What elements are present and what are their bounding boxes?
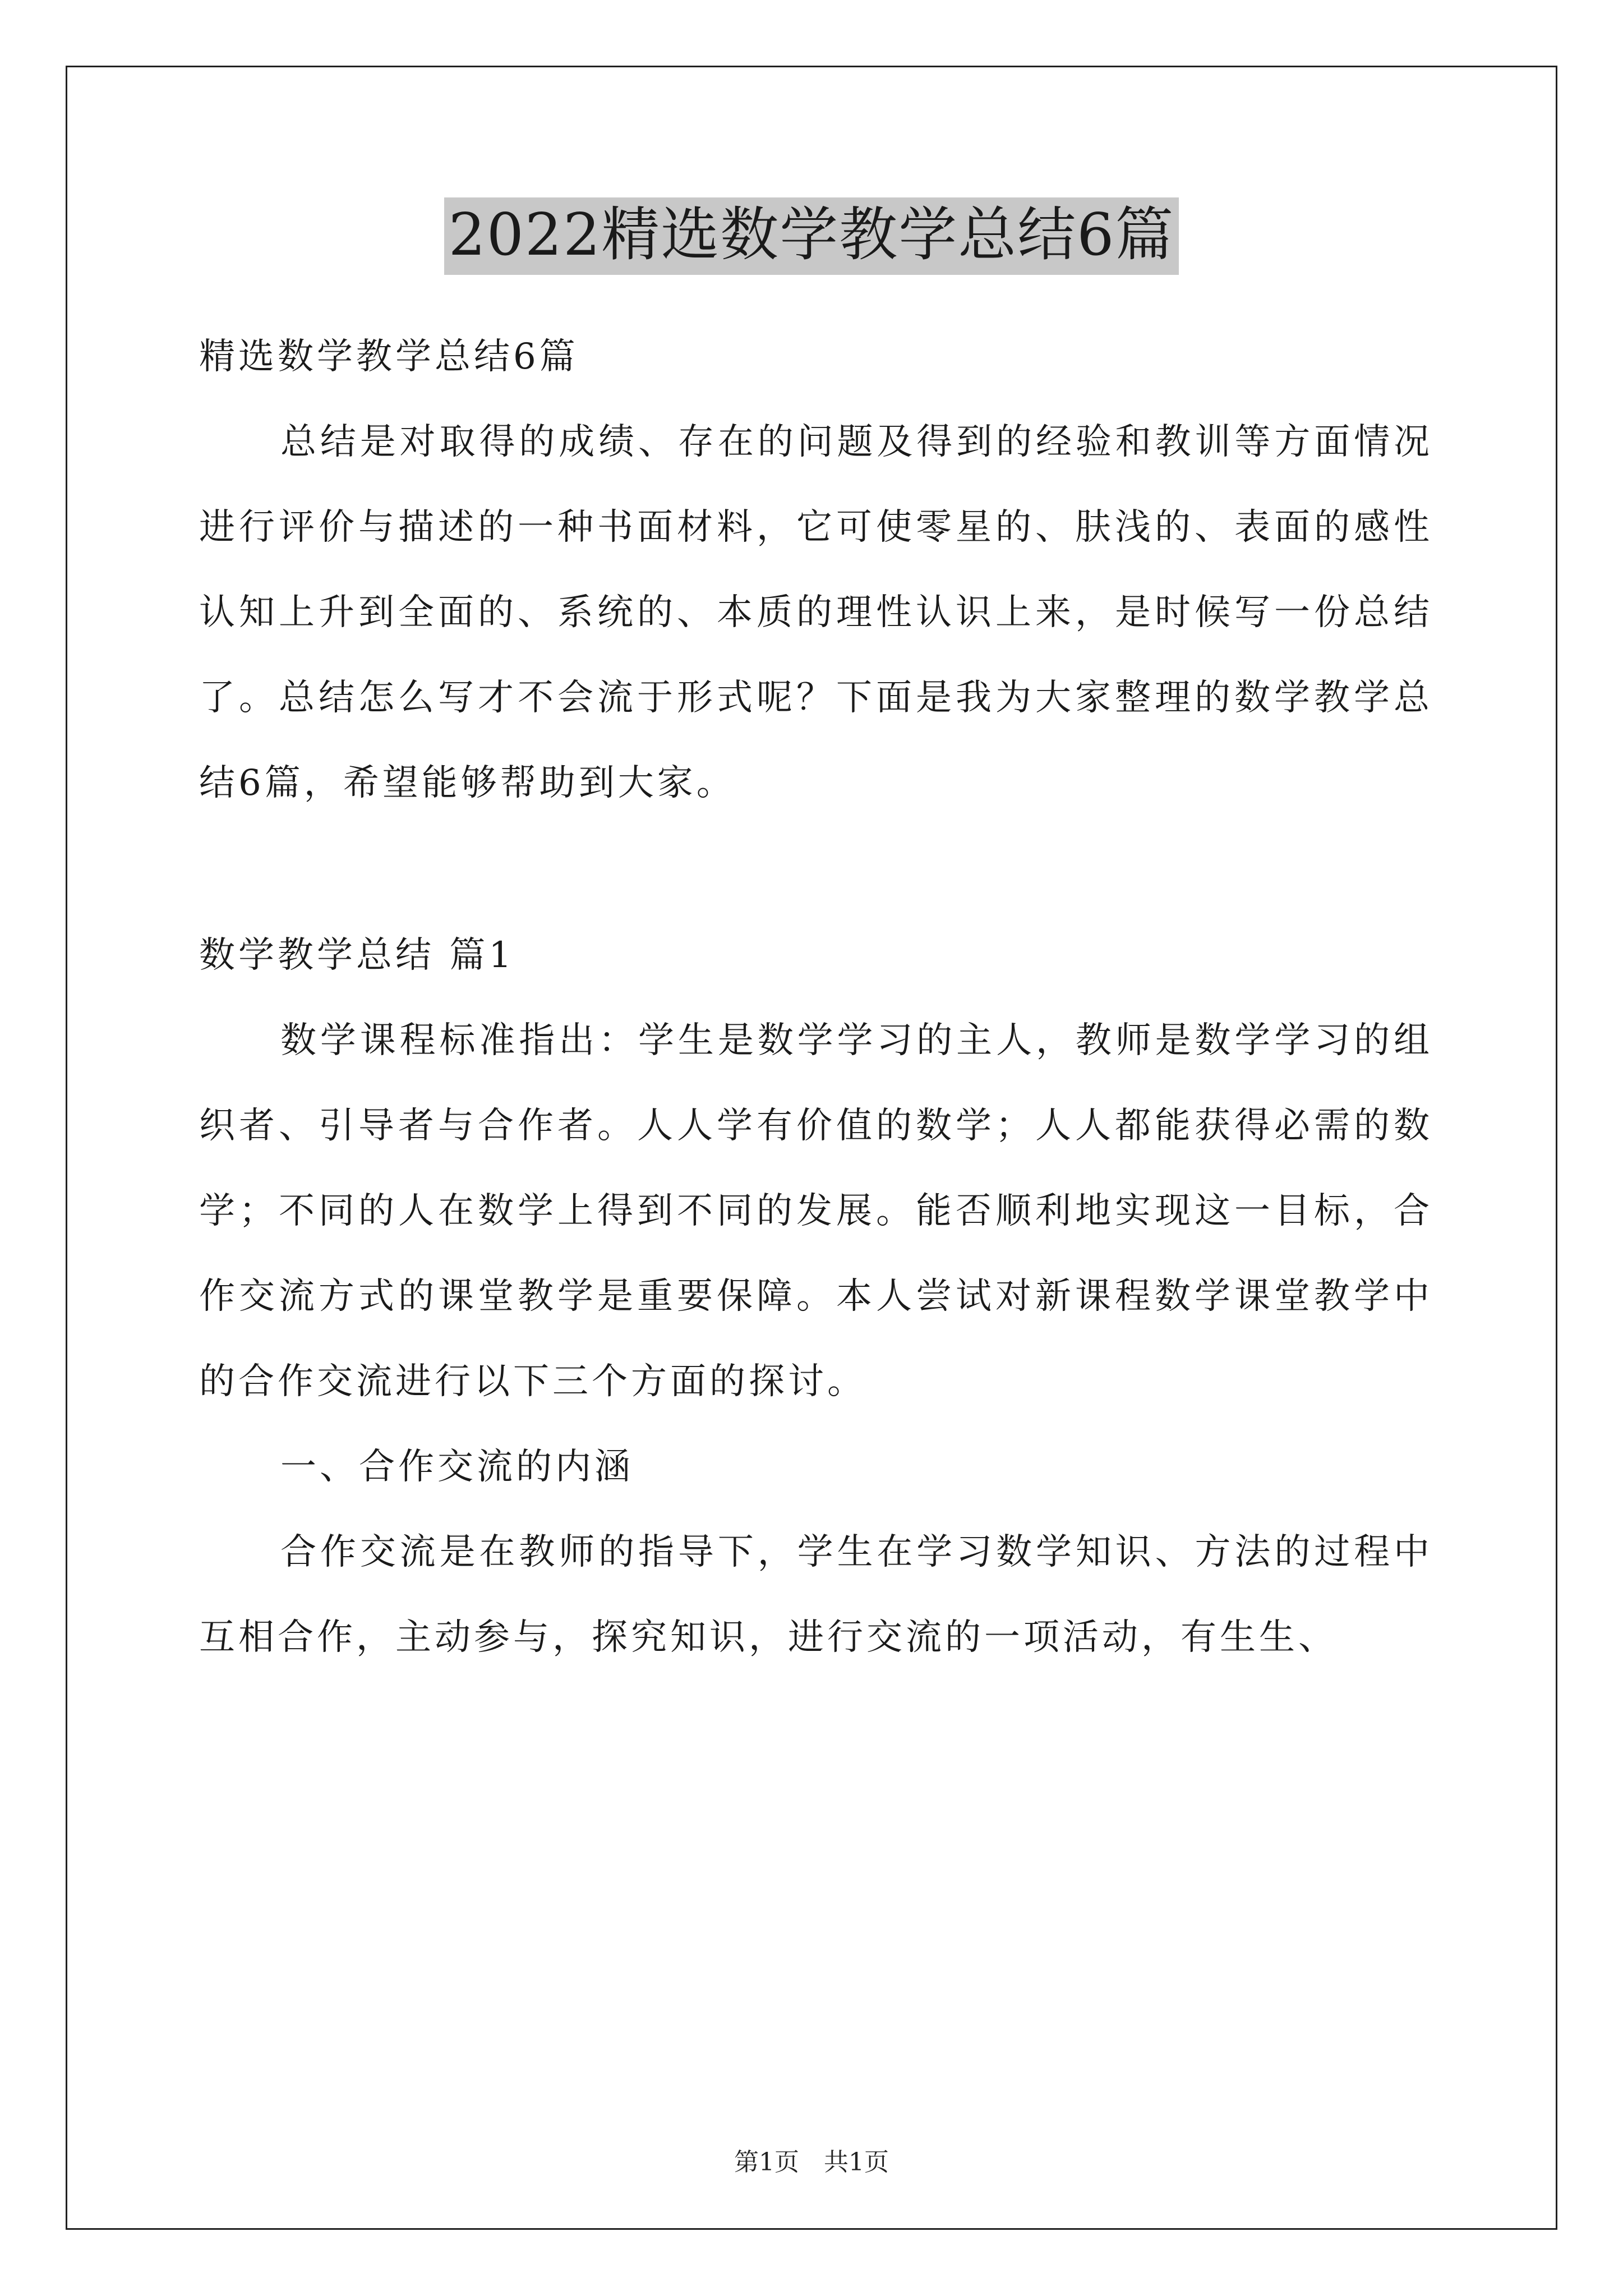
page-footer: 第1页 共1页 (734, 2148, 889, 2177)
section-subheading: 一、合作交流的内涵 (280, 1446, 634, 1488)
section-heading: 数学教学总结 篇1 (199, 935, 515, 976)
section-gap (199, 826, 1433, 913)
section-paragraph: 合作交流是在教师的指导下，学生在学习数学知识、方法的过程中互相合作，主动参与，探究知识，进行交流的一项活动，有生生、 (199, 1531, 1433, 1658)
intro-paragraph: 总结是对取得的成绩、存在的问题及得到的经验和教训等方面情况进行评价与描述的一种书面材料，它可使零星的、肤浅的、表面的感性认知上升到全面的、系统的、本质的理性认识上来，是时候写一份总结了。总结怎么写才不会流于形式呢？下面是我为大家整理的数学教学总结6篇，希望能够帮助到大家。 (199, 421, 1433, 804)
document-title (0, 197, 1623, 275)
document-body (199, 314, 1433, 1680)
document-title-text: 2022精选数学教学总结6篇 (444, 197, 1179, 275)
section-paragraph: 数学课程标准指出：学生是数学学习的主人，教师是数学学习的组织者、引导者与合作者。人人学有价值的数学；人人都能获得必需的数学；不同的人在数学上得到不同的发展。能否顺利地实现这一目标，合作交流方式的课堂教学是重要保障。本人尝试对新课程数学课堂教学中的合作交流进行以下三个方面的探讨。 (199, 1020, 1433, 1402)
subtitle: 精选数学教学总结6篇 (199, 336, 579, 378)
